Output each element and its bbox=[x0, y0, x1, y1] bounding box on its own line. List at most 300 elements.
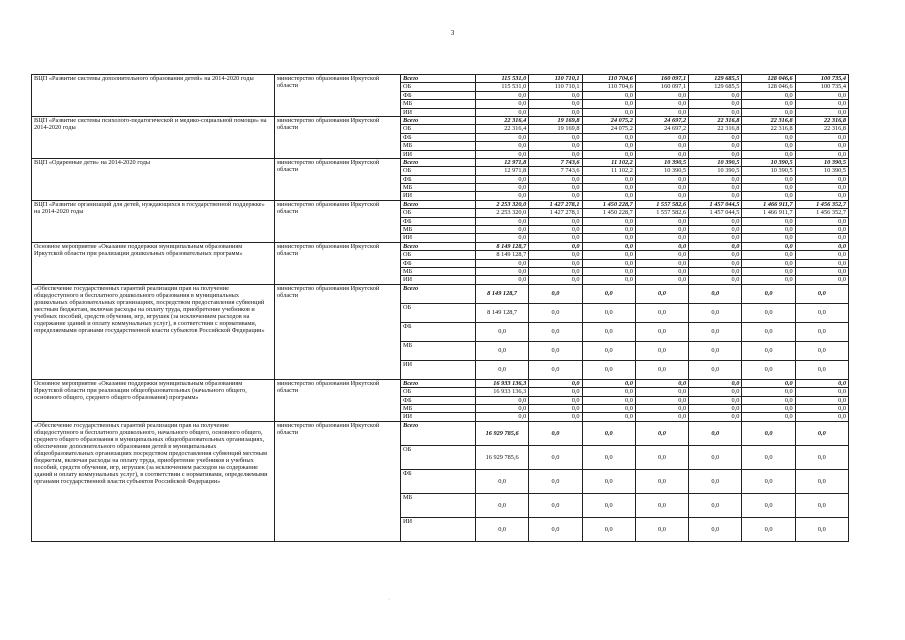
funding-source: Всего bbox=[401, 284, 476, 303]
amount-cell: 1 456 352,7 bbox=[795, 209, 848, 217]
amount-cell: 0,0 bbox=[635, 360, 688, 379]
amount-cell: 0,0 bbox=[795, 226, 848, 234]
amount-cell: 0,0 bbox=[742, 445, 795, 469]
funding-source: ОБ bbox=[401, 445, 476, 469]
amount-cell: 0,0 bbox=[795, 242, 848, 250]
amount-cell: 115 531,0 bbox=[476, 83, 529, 91]
amount-cell: 0,0 bbox=[529, 276, 582, 284]
amount-cell: 0,0 bbox=[689, 493, 742, 517]
amount-cell: 0,0 bbox=[635, 379, 688, 387]
amount-cell: 0,0 bbox=[635, 267, 688, 275]
table-row bbox=[32, 242, 849, 250]
amount-cell: 0,0 bbox=[529, 341, 582, 360]
amount-cell: 0,0 bbox=[582, 150, 635, 158]
amount-cell: 22 316,8 bbox=[795, 116, 848, 124]
amount-cell: 0,0 bbox=[689, 267, 742, 275]
funding-source: ИИ bbox=[401, 517, 476, 541]
amount-cell: 16 929 785,6 bbox=[476, 421, 529, 445]
amount-cell: 0,0 bbox=[742, 259, 795, 267]
amount-cell: 10 390,5 bbox=[689, 158, 742, 166]
amount-cell: 0,0 bbox=[529, 469, 582, 493]
amount-cell: 1 427 278,1 bbox=[529, 209, 582, 217]
funding-source: ФБ bbox=[401, 217, 476, 225]
amount-cell: 0,0 bbox=[742, 276, 795, 284]
amount-cell: 0,0 bbox=[529, 91, 582, 99]
amount-cell: 110 710,1 bbox=[529, 75, 582, 83]
funding-source: МБ bbox=[401, 341, 476, 360]
table-row bbox=[32, 421, 849, 445]
amount-cell: 0,0 bbox=[742, 175, 795, 183]
amount-cell: 0,0 bbox=[476, 259, 529, 267]
amount-cell: 0,0 bbox=[582, 251, 635, 259]
amount-cell: 0,0 bbox=[529, 267, 582, 275]
amount-cell: 0,0 bbox=[795, 192, 848, 200]
activity-name: ВЦП «Развитие организаций для детей, нуждающихся в государственной поддержке» на 2014-2020 годы bbox=[32, 200, 275, 242]
amount-cell: 0,0 bbox=[476, 91, 529, 99]
table-row bbox=[32, 75, 849, 83]
amount-cell: 10 390,5 bbox=[742, 167, 795, 175]
amount-cell: 0,0 bbox=[582, 142, 635, 150]
amount-cell: 8 149 128,7 bbox=[476, 251, 529, 259]
amount-cell: 0,0 bbox=[795, 234, 848, 242]
amount-cell: 0,0 bbox=[582, 517, 635, 541]
amount-cell: 0,0 bbox=[476, 100, 529, 108]
amount-cell: 0,0 bbox=[742, 360, 795, 379]
funding-source: МБ bbox=[401, 267, 476, 275]
amount-cell: 0,0 bbox=[742, 226, 795, 234]
amount-cell: 0,0 bbox=[689, 404, 742, 412]
amount-cell: 1 466 911,7 bbox=[742, 209, 795, 217]
amount-cell: 8 149 128,7 bbox=[476, 284, 529, 303]
amount-cell: 0,0 bbox=[742, 517, 795, 541]
amount-cell: 0,0 bbox=[742, 184, 795, 192]
amount-cell: 0,0 bbox=[689, 251, 742, 259]
amount-cell: 0,0 bbox=[635, 469, 688, 493]
amount-cell: 10 390,5 bbox=[635, 167, 688, 175]
amount-cell: 0,0 bbox=[689, 184, 742, 192]
funding-source: Всего bbox=[401, 200, 476, 208]
amount-cell: 19 169,8 bbox=[529, 125, 582, 133]
amount-cell: 0,0 bbox=[635, 108, 688, 116]
activity-name: Основное мероприятие «Оказание поддержки муниципальным образованиям Иркутской области при реализации дошкольных образовательных программ» bbox=[32, 242, 275, 284]
amount-cell: 0,0 bbox=[582, 493, 635, 517]
amount-cell: 0,0 bbox=[795, 142, 848, 150]
amount-cell: 0,0 bbox=[795, 379, 848, 387]
amount-cell: 0,0 bbox=[476, 413, 529, 421]
amount-cell: 0,0 bbox=[476, 360, 529, 379]
activity-name: ВЦП «Развитие системы дополнительного образования детей» на 2014-2020 годы bbox=[32, 75, 275, 117]
amount-cell: 0,0 bbox=[742, 133, 795, 141]
amount-cell: 0,0 bbox=[582, 379, 635, 387]
budget-table bbox=[31, 74, 849, 542]
funding-source: Всего bbox=[401, 421, 476, 445]
amount-cell: 11 102,2 bbox=[582, 158, 635, 166]
amount-cell: 0,0 bbox=[476, 322, 529, 341]
amount-cell: 0,0 bbox=[582, 322, 635, 341]
amount-cell: 0,0 bbox=[476, 142, 529, 150]
amount-cell: 0,0 bbox=[795, 175, 848, 183]
funding-source: ОБ bbox=[401, 83, 476, 91]
funding-source: ФБ bbox=[401, 396, 476, 404]
amount-cell: 160 097,1 bbox=[635, 75, 688, 83]
amount-cell: 22 316,4 bbox=[476, 116, 529, 124]
amount-cell: 0,0 bbox=[742, 150, 795, 158]
amount-cell: 0,0 bbox=[582, 91, 635, 99]
amount-cell: 24 697,2 bbox=[635, 116, 688, 124]
responsible-org: министерство образования Иркутской области bbox=[275, 116, 401, 158]
amount-cell: 0,0 bbox=[742, 142, 795, 150]
amount-cell: 7 743,6 bbox=[529, 158, 582, 166]
amount-cell: 0,0 bbox=[476, 184, 529, 192]
amount-cell: 0,0 bbox=[689, 322, 742, 341]
table-row bbox=[32, 200, 849, 208]
amount-cell: 16 929 785,6 bbox=[476, 445, 529, 469]
funding-source: ОБ bbox=[401, 388, 476, 396]
amount-cell: 0,0 bbox=[582, 276, 635, 284]
amount-cell: 0,0 bbox=[742, 469, 795, 493]
amount-cell: 0,0 bbox=[582, 469, 635, 493]
amount-cell: 16 933 136,3 bbox=[476, 388, 529, 396]
page-number: 3 bbox=[450, 29, 455, 37]
amount-cell: 129 685,5 bbox=[689, 83, 742, 91]
funding-source: Всего bbox=[401, 75, 476, 83]
amount-cell: 0,0 bbox=[795, 421, 848, 445]
amount-cell: 110 710,1 bbox=[529, 83, 582, 91]
funding-source: ИИ bbox=[401, 108, 476, 116]
amount-cell: 0,0 bbox=[582, 100, 635, 108]
amount-cell: 0,0 bbox=[635, 341, 688, 360]
amount-cell: 19 169,8 bbox=[529, 116, 582, 124]
amount-cell: 110 704,6 bbox=[582, 83, 635, 91]
amount-cell: 0,0 bbox=[635, 284, 688, 303]
table-row bbox=[32, 379, 849, 387]
amount-cell: 8 149 128,7 bbox=[476, 242, 529, 250]
amount-cell: 0,0 bbox=[582, 360, 635, 379]
responsible-org: министерство образования Иркутской области bbox=[275, 379, 401, 421]
funding-source: ИИ bbox=[401, 413, 476, 421]
funding-source: Всего bbox=[401, 242, 476, 250]
amount-cell: 0,0 bbox=[689, 421, 742, 445]
activity-name: «Обеспечение государственных гарантий реализации прав на получение общедоступного и бесплатного дошкольного образования в муниципальных дошкольных образовательных организациях, посредством предоставления субвенций местным бюджетам, включая расходы на оплату труда, приобретение учебников и учебных пособий, средств обучения, игр, игрушек (за исключением расходов на содержание зданий и оплату коммунальных услуг), в соответствии с нормативами, определяемыми органами государственной власти субъектов Российской Федерации» bbox=[32, 284, 275, 379]
amount-cell: 0,0 bbox=[689, 175, 742, 183]
responsible-org: министерство образования Иркутской области bbox=[275, 284, 401, 379]
amount-cell: 0,0 bbox=[635, 251, 688, 259]
amount-cell: 0,0 bbox=[742, 379, 795, 387]
amount-cell: 0,0 bbox=[795, 493, 848, 517]
amount-cell: 0,0 bbox=[582, 284, 635, 303]
amount-cell: 0,0 bbox=[582, 108, 635, 116]
table-row bbox=[32, 116, 849, 124]
amount-cell: 0,0 bbox=[689, 413, 742, 421]
amount-cell: 0,0 bbox=[529, 175, 582, 183]
amount-cell: 0,0 bbox=[689, 259, 742, 267]
amount-cell: 11 102,2 bbox=[582, 167, 635, 175]
table-row bbox=[32, 158, 849, 166]
funding-source: ОБ bbox=[401, 251, 476, 259]
amount-cell: 0,0 bbox=[635, 276, 688, 284]
amount-cell: 128 046,6 bbox=[742, 75, 795, 83]
amount-cell: 0,0 bbox=[689, 445, 742, 469]
funding-source: ИИ bbox=[401, 234, 476, 242]
amount-cell: 10 390,5 bbox=[795, 158, 848, 166]
amount-cell: 0,0 bbox=[742, 234, 795, 242]
amount-cell: 0,0 bbox=[635, 445, 688, 469]
amount-cell: 0,0 bbox=[529, 322, 582, 341]
funding-source: ИИ bbox=[401, 360, 476, 379]
activity-name: ВЦП «Одаренные дети» на 2014-2020 годы bbox=[32, 158, 275, 200]
amount-cell: 0,0 bbox=[635, 226, 688, 234]
amount-cell: 0,0 bbox=[635, 91, 688, 99]
amount-cell: 0,0 bbox=[529, 388, 582, 396]
amount-cell: 0,0 bbox=[582, 303, 635, 322]
funding-source: ФБ bbox=[401, 133, 476, 141]
amount-cell: 0,0 bbox=[476, 404, 529, 412]
amount-cell: 10 390,5 bbox=[635, 158, 688, 166]
amount-cell: 0,0 bbox=[795, 404, 848, 412]
amount-cell: 0,0 bbox=[582, 421, 635, 445]
responsible-org: министерство образования Иркутской области bbox=[275, 75, 401, 117]
amount-cell: 100 735,4 bbox=[795, 75, 848, 83]
amount-cell: 7 743,6 bbox=[529, 167, 582, 175]
amount-cell: 0,0 bbox=[689, 284, 742, 303]
amount-cell: 0,0 bbox=[795, 184, 848, 192]
funding-source: МБ bbox=[401, 404, 476, 412]
amount-cell: 0,0 bbox=[689, 217, 742, 225]
amount-cell: 0,0 bbox=[529, 404, 582, 412]
amount-cell: 0,0 bbox=[742, 100, 795, 108]
amount-cell: 0,0 bbox=[795, 413, 848, 421]
amount-cell: 0,0 bbox=[742, 404, 795, 412]
amount-cell: 0,0 bbox=[689, 388, 742, 396]
table-row bbox=[32, 284, 849, 303]
amount-cell: 115 531,0 bbox=[476, 75, 529, 83]
amount-cell: 0,0 bbox=[689, 150, 742, 158]
funding-source: Всего bbox=[401, 158, 476, 166]
activity-name: Основное мероприятие «Оказание поддержки муниципальным образованиям Иркутской области при реализации общеобразовательных (начального общего, основного общего, среднего общего образования) программ» bbox=[32, 379, 275, 421]
scan-dot: · bbox=[388, 597, 390, 603]
amount-cell: 0,0 bbox=[635, 517, 688, 541]
amount-cell: 0,0 bbox=[795, 259, 848, 267]
amount-cell: 0,0 bbox=[742, 493, 795, 517]
amount-cell: 0,0 bbox=[476, 267, 529, 275]
amount-cell: 0,0 bbox=[795, 303, 848, 322]
funding-source: МБ bbox=[401, 226, 476, 234]
amount-cell: 0,0 bbox=[635, 413, 688, 421]
amount-cell: 0,0 bbox=[476, 133, 529, 141]
amount-cell: 0,0 bbox=[635, 493, 688, 517]
amount-cell: 0,0 bbox=[582, 242, 635, 250]
amount-cell: 0,0 bbox=[529, 142, 582, 150]
amount-cell: 0,0 bbox=[795, 100, 848, 108]
amount-cell: 0,0 bbox=[795, 133, 848, 141]
amount-cell: 0,0 bbox=[635, 100, 688, 108]
amount-cell: 0,0 bbox=[742, 242, 795, 250]
amount-cell: 160 097,1 bbox=[635, 83, 688, 91]
amount-cell: 0,0 bbox=[476, 276, 529, 284]
amount-cell: 0,0 bbox=[795, 108, 848, 116]
amount-cell: 0,0 bbox=[529, 192, 582, 200]
amount-cell: 1 557 582,6 bbox=[635, 209, 688, 217]
amount-cell: 1 450 228,7 bbox=[582, 200, 635, 208]
funding-source: ОБ bbox=[401, 125, 476, 133]
amount-cell: 0,0 bbox=[742, 413, 795, 421]
amount-cell: 0,0 bbox=[635, 322, 688, 341]
amount-cell: 0,0 bbox=[476, 192, 529, 200]
amount-cell: 0,0 bbox=[635, 303, 688, 322]
amount-cell: 0,0 bbox=[635, 396, 688, 404]
funding-source: ИИ bbox=[401, 192, 476, 200]
amount-cell: 0,0 bbox=[689, 234, 742, 242]
amount-cell: 0,0 bbox=[689, 192, 742, 200]
amount-cell: 0,0 bbox=[476, 493, 529, 517]
amount-cell: 22 316,8 bbox=[742, 125, 795, 133]
amount-cell: 0,0 bbox=[529, 108, 582, 116]
amount-cell: 0,0 bbox=[529, 242, 582, 250]
amount-cell: 24 075,2 bbox=[582, 116, 635, 124]
amount-cell: 10 390,5 bbox=[689, 167, 742, 175]
amount-cell: 0,0 bbox=[795, 396, 848, 404]
amount-cell: 0,0 bbox=[635, 150, 688, 158]
amount-cell: 1 457 044,5 bbox=[689, 200, 742, 208]
amount-cell: 0,0 bbox=[689, 142, 742, 150]
amount-cell: 0,0 bbox=[582, 445, 635, 469]
amount-cell: 0,0 bbox=[529, 379, 582, 387]
amount-cell: 1 466 911,7 bbox=[742, 200, 795, 208]
amount-cell: 0,0 bbox=[476, 234, 529, 242]
funding-source: ФБ bbox=[401, 259, 476, 267]
amount-cell: 0,0 bbox=[582, 133, 635, 141]
amount-cell: 0,0 bbox=[635, 217, 688, 225]
amount-cell: 0,0 bbox=[795, 517, 848, 541]
funding-source: МБ bbox=[401, 142, 476, 150]
funding-source: ИИ bbox=[401, 150, 476, 158]
amount-cell: 0,0 bbox=[476, 217, 529, 225]
amount-cell: 2 253 320,0 bbox=[476, 200, 529, 208]
amount-cell: 0,0 bbox=[742, 251, 795, 259]
amount-cell: 0,0 bbox=[529, 493, 582, 517]
amount-cell: 0,0 bbox=[635, 175, 688, 183]
amount-cell: 0,0 bbox=[476, 108, 529, 116]
amount-cell: 0,0 bbox=[795, 469, 848, 493]
amount-cell: 0,0 bbox=[795, 91, 848, 99]
amount-cell: 0,0 bbox=[582, 404, 635, 412]
funding-source: Всего bbox=[401, 379, 476, 387]
amount-cell: 0,0 bbox=[529, 226, 582, 234]
amount-cell: 0,0 bbox=[635, 259, 688, 267]
responsible-org: министерство образования Иркутской области bbox=[275, 158, 401, 200]
amount-cell: 0,0 bbox=[529, 234, 582, 242]
amount-cell: 0,0 bbox=[742, 341, 795, 360]
amount-cell: 0,0 bbox=[582, 267, 635, 275]
amount-cell: 0,0 bbox=[476, 175, 529, 183]
funding-source: МБ bbox=[401, 100, 476, 108]
amount-cell: 129 685,5 bbox=[689, 75, 742, 83]
amount-cell: 0,0 bbox=[689, 379, 742, 387]
amount-cell: 1 427 278,1 bbox=[529, 200, 582, 208]
amount-cell: 2 253 320,0 bbox=[476, 209, 529, 217]
amount-cell: 0,0 bbox=[582, 388, 635, 396]
funding-source: ОБ bbox=[401, 167, 476, 175]
activity-name: ВЦП «Развитие системы психолого-педагогической и медико-социальной помощи» на 2014-2020 годы bbox=[32, 116, 275, 158]
amount-cell: 0,0 bbox=[742, 217, 795, 225]
amount-cell: 24 075,2 bbox=[582, 125, 635, 133]
amount-cell: 0,0 bbox=[529, 517, 582, 541]
amount-cell: 0,0 bbox=[529, 133, 582, 141]
amount-cell: 0,0 bbox=[635, 388, 688, 396]
amount-cell: 1 557 582,6 bbox=[635, 200, 688, 208]
amount-cell: 10 390,5 bbox=[795, 167, 848, 175]
amount-cell: 0,0 bbox=[742, 388, 795, 396]
amount-cell: 0,0 bbox=[795, 445, 848, 469]
amount-cell: 0,0 bbox=[529, 251, 582, 259]
amount-cell: 0,0 bbox=[582, 192, 635, 200]
amount-cell: 0,0 bbox=[582, 413, 635, 421]
responsible-org: министерство образования Иркутской области bbox=[275, 421, 401, 541]
amount-cell: 0,0 bbox=[476, 150, 529, 158]
amount-cell: 0,0 bbox=[582, 226, 635, 234]
amount-cell: 0,0 bbox=[529, 396, 582, 404]
amount-cell: 0,0 bbox=[689, 242, 742, 250]
amount-cell: 0,0 bbox=[742, 303, 795, 322]
amount-cell: 0,0 bbox=[742, 192, 795, 200]
amount-cell: 0,0 bbox=[529, 303, 582, 322]
amount-cell: 0,0 bbox=[476, 469, 529, 493]
budget-table-body bbox=[32, 75, 849, 542]
amount-cell: 0,0 bbox=[689, 91, 742, 99]
amount-cell: 24 697,2 bbox=[635, 125, 688, 133]
amount-cell: 0,0 bbox=[635, 192, 688, 200]
amount-cell: 0,0 bbox=[529, 284, 582, 303]
amount-cell: 0,0 bbox=[742, 421, 795, 445]
amount-cell: 12 971,8 bbox=[476, 167, 529, 175]
amount-cell: 0,0 bbox=[635, 133, 688, 141]
amount-cell: 0,0 bbox=[742, 322, 795, 341]
amount-cell: 0,0 bbox=[742, 91, 795, 99]
amount-cell: 8 149 128,7 bbox=[476, 303, 529, 322]
amount-cell: 0,0 bbox=[529, 413, 582, 421]
funding-source: МБ bbox=[401, 184, 476, 192]
amount-cell: 0,0 bbox=[795, 276, 848, 284]
amount-cell: 0,0 bbox=[476, 396, 529, 404]
amount-cell: 0,0 bbox=[795, 217, 848, 225]
amount-cell: 0,0 bbox=[689, 133, 742, 141]
amount-cell: 0,0 bbox=[529, 217, 582, 225]
amount-cell: 0,0 bbox=[582, 396, 635, 404]
funding-source: ФБ bbox=[401, 469, 476, 493]
funding-source: Всего bbox=[401, 116, 476, 124]
amount-cell: 0,0 bbox=[635, 234, 688, 242]
amount-cell: 0,0 bbox=[582, 184, 635, 192]
amount-cell: 22 316,8 bbox=[689, 116, 742, 124]
amount-cell: 0,0 bbox=[635, 404, 688, 412]
funding-source: ФБ bbox=[401, 322, 476, 341]
amount-cell: 0,0 bbox=[529, 445, 582, 469]
amount-cell: 0,0 bbox=[635, 421, 688, 445]
amount-cell: 10 390,5 bbox=[742, 158, 795, 166]
funding-source: ОБ bbox=[401, 209, 476, 217]
amount-cell: 0,0 bbox=[795, 388, 848, 396]
amount-cell: 0,0 bbox=[795, 341, 848, 360]
amount-cell: 16 933 136,3 bbox=[476, 379, 529, 387]
amount-cell: 0,0 bbox=[689, 341, 742, 360]
amount-cell: 0,0 bbox=[795, 251, 848, 259]
funding-source: ОБ bbox=[401, 303, 476, 322]
amount-cell: 0,0 bbox=[795, 267, 848, 275]
amount-cell: 0,0 bbox=[582, 217, 635, 225]
amount-cell: 0,0 bbox=[529, 421, 582, 445]
amount-cell: 0,0 bbox=[582, 234, 635, 242]
amount-cell: 0,0 bbox=[742, 284, 795, 303]
